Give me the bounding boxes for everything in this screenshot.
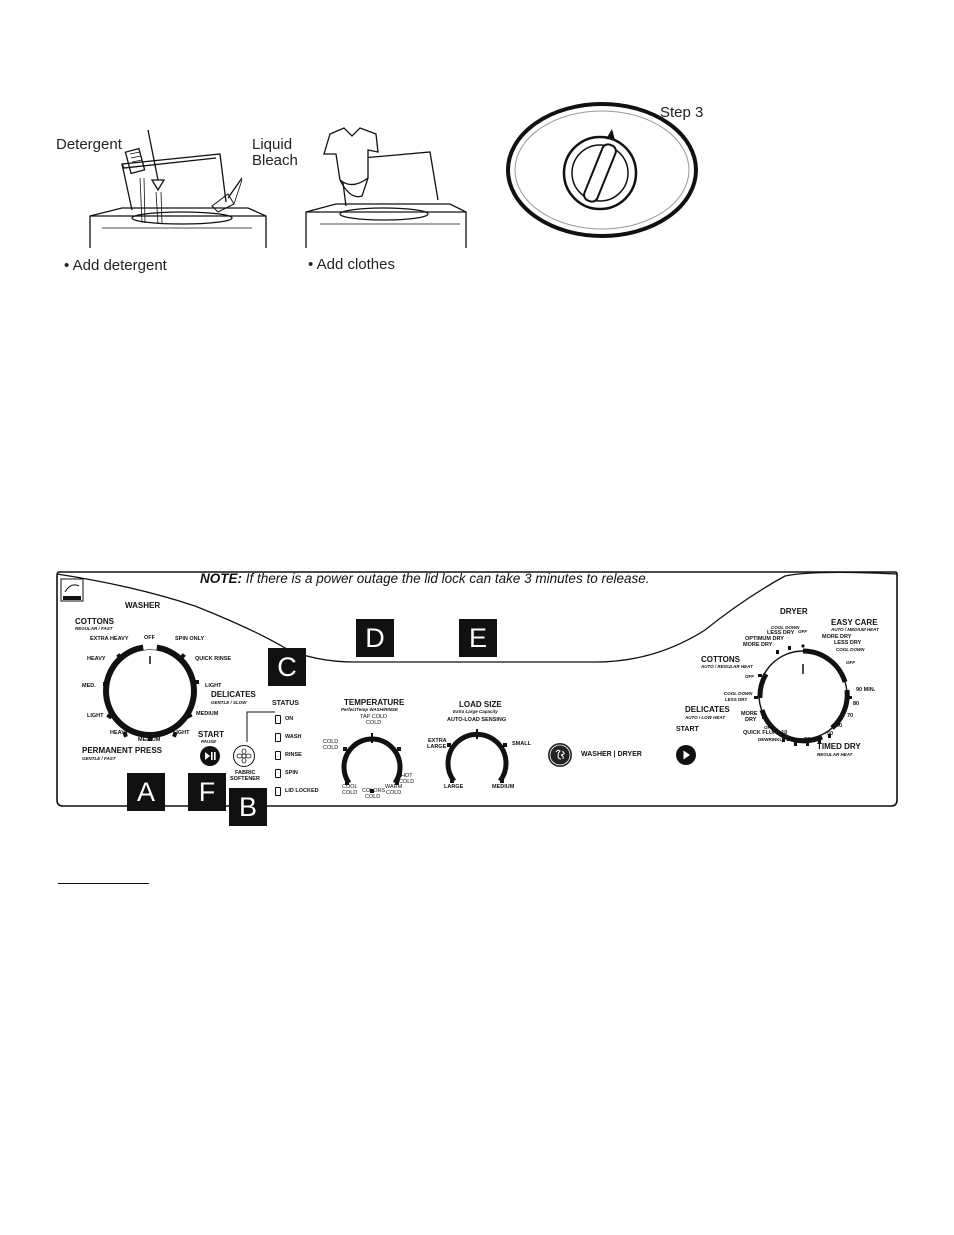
washer-medium-right: MEDIUM	[196, 711, 219, 717]
load-large: LARGE	[444, 784, 464, 790]
dryer-off-l: OFF	[745, 674, 754, 679]
dryer-easy-care-sub: AUTO / MEDIUM HEAT	[831, 627, 879, 632]
panel-note	[200, 571, 649, 586]
load-small: SMALL	[512, 741, 531, 747]
dryer-more-dry-top: MORE DRY	[743, 642, 773, 648]
load-size-dial[interactable]	[442, 723, 515, 793]
washer-light-bottom: LIGHT	[173, 730, 190, 736]
status-label-spin: SPIN	[285, 770, 298, 776]
washer-delicates-sub: GENTLE / SLOW	[211, 700, 247, 705]
washer-cottons-sub: REGULAR / FAST	[75, 626, 113, 631]
callout-f: F	[188, 773, 226, 811]
washer-heavy-top: HEAVY	[87, 656, 106, 662]
dryer-cool-down-r: COOL DOWN	[836, 647, 865, 652]
dryer-less-dry-top: LESS DRY	[767, 630, 795, 636]
callout-e: E	[459, 619, 497, 657]
dryer-timed-dry-sub: REGULAR HEAT	[817, 752, 853, 757]
load-size-title: LOAD SIZE	[459, 700, 502, 709]
dryer-less-dry-l: LESS DRY	[725, 697, 748, 702]
washer-quick-rinse: QUICK RINSE	[195, 656, 232, 662]
callout-a: A	[127, 773, 165, 811]
washer-heavy-bottom: HEAVY	[110, 730, 129, 736]
caption-add-clothes: • Add clothes	[308, 256, 395, 273]
dryer-more: MORE	[741, 711, 758, 717]
figure-step-3	[505, 95, 715, 245]
play-icon	[676, 745, 696, 765]
status-led-lid-locked	[275, 787, 281, 796]
callout-c: C	[268, 648, 306, 686]
washer-medium-bottom: MEDIUM	[138, 737, 161, 743]
footnote-rule	[58, 883, 149, 884]
ge-logo	[548, 743, 572, 767]
dryer-start-label: START	[676, 726, 699, 733]
temp-colors: COLORS	[362, 788, 386, 794]
figure-add-detergent	[52, 128, 298, 278]
caption-add-detergent: • Add detergent	[64, 257, 167, 274]
temperature-sub: PerfectTemp WASH/RINSE	[341, 707, 398, 712]
brand-label: WASHER | DRYER	[581, 751, 642, 758]
status-label-on: ON	[285, 716, 294, 722]
washer-off: OFF	[144, 635, 155, 641]
softener-label: SOFTENER	[230, 776, 260, 782]
temp-hot-2: COLD	[399, 779, 415, 785]
dryer-cottons-sub: AUTO / REGULAR HEAT	[701, 664, 753, 669]
temp-hot: HOT	[401, 773, 413, 779]
washer-permanent-press-sub: GENTLE / FAST	[82, 756, 116, 761]
dryer-timed-dry: TIMED DRY	[817, 742, 861, 751]
dryer-easy-care: EASY CARE	[831, 618, 878, 627]
dryer-cool-down-l: COOL DOWN	[724, 691, 753, 696]
dryer-40: 40	[816, 736, 823, 742]
dryer-title: DRYER	[780, 607, 808, 616]
note-text: If there is a power outage the lid lock can take 3 minutes to release.	[242, 571, 650, 586]
dryer-more-dry-r: MORE DRY	[822, 634, 852, 640]
status-label-wash: WASH	[285, 734, 302, 740]
washer-light-right: LIGHT	[205, 683, 222, 689]
control-panel	[55, 570, 899, 822]
figure-add-clothes	[300, 120, 480, 280]
dryer-70: 70	[847, 713, 854, 719]
label-step-3: Step 3	[660, 104, 704, 121]
washer-extra-heavy: EXTRA HEAVY	[90, 636, 129, 642]
ge-monogram-icon	[548, 743, 572, 767]
status-label-rinse: RINSE	[285, 752, 302, 758]
label-liquid: Liquid	[252, 136, 293, 153]
dryer-cool-down-top: COOL DOWN	[771, 625, 800, 630]
dryer-50: 50	[827, 731, 834, 737]
dryer-90-min: 90 MIN.	[856, 687, 876, 693]
status-led-rinse	[275, 751, 281, 760]
status-label-lid-locked: LID LOCKED	[285, 788, 319, 794]
temp-cool-2: COLD	[342, 790, 358, 796]
load-extra: EXTRA	[428, 738, 447, 744]
washer-delicates-label: DELICATES	[211, 690, 256, 699]
dryer-optimum-dry: OPTIMUM DRY	[745, 636, 784, 642]
temp-cold-cold: COLD	[323, 739, 339, 745]
dryer-less-dry-r: LESS DRY	[834, 640, 862, 646]
washer-spin-only: SPIN ONLY	[175, 636, 205, 642]
temp-cold-cold-2: COLD	[323, 745, 339, 751]
label-bleach: Bleach	[252, 152, 298, 169]
temperature-title: TEMPERATURE	[344, 698, 405, 707]
temp-cool: COOL	[342, 784, 358, 790]
temp-tap-cold: TAP COLD	[360, 714, 387, 720]
washer-light-left: LIGHT	[87, 713, 104, 719]
dryer-60: 60	[836, 723, 843, 729]
dryer-off-r: OFF	[846, 660, 855, 665]
temp-warm-2: COLD	[386, 790, 402, 796]
status-led-spin	[275, 769, 281, 778]
status-title: STATUS	[272, 700, 299, 707]
callout-b: B	[229, 788, 267, 826]
washer-pause-label: PAUSE	[201, 739, 217, 744]
status-led-wash	[275, 733, 281, 742]
load-medium: MEDIUM	[492, 784, 515, 790]
washer-start-pause-button[interactable]	[200, 746, 220, 766]
dryer-dewrinkle: DEWRINKLE 20	[758, 737, 792, 742]
dryer-delicates-sub: AUTO / LOW HEAT	[685, 715, 726, 720]
washer-cottons-label: COTTONS	[75, 617, 114, 626]
play-pause-icon	[200, 746, 220, 766]
load-auto-sensing: AUTO-LOAD SENSING	[447, 717, 507, 723]
fabric-label: FABRIC	[235, 770, 256, 776]
callout-d: D	[356, 619, 394, 657]
washer-title: WASHER	[125, 601, 161, 610]
dryer-start-button[interactable]	[676, 745, 696, 765]
temp-colors-2: COLD	[365, 794, 381, 800]
load-size-sub: Extra Large Capacity	[453, 709, 498, 714]
note-bold: NOTE:	[200, 571, 242, 586]
label-detergent: Detergent	[56, 136, 122, 153]
dryer-off-b: OFF	[764, 725, 773, 730]
load-large-top: LARGE	[427, 744, 447, 750]
dryer-cottons: COTTONS	[701, 655, 740, 664]
washer-start-label: START	[198, 730, 225, 739]
dryer-quick-fluff: QUICK FLUFF 10	[743, 730, 788, 736]
washer-med: MED.	[82, 683, 96, 689]
dryer-30: 30	[804, 737, 811, 743]
status-led-on	[275, 715, 281, 724]
dryer-80: 80	[853, 701, 860, 707]
temp-warm: WARM	[385, 784, 403, 790]
dryer-delicates: DELICATES	[685, 705, 730, 714]
washer-permanent-press: PERMANENT PRESS	[82, 746, 163, 755]
dryer-dry: DRY	[745, 717, 757, 723]
dryer-off-top: OFF	[798, 629, 807, 634]
temp-tap-cold-2: COLD	[366, 720, 382, 726]
